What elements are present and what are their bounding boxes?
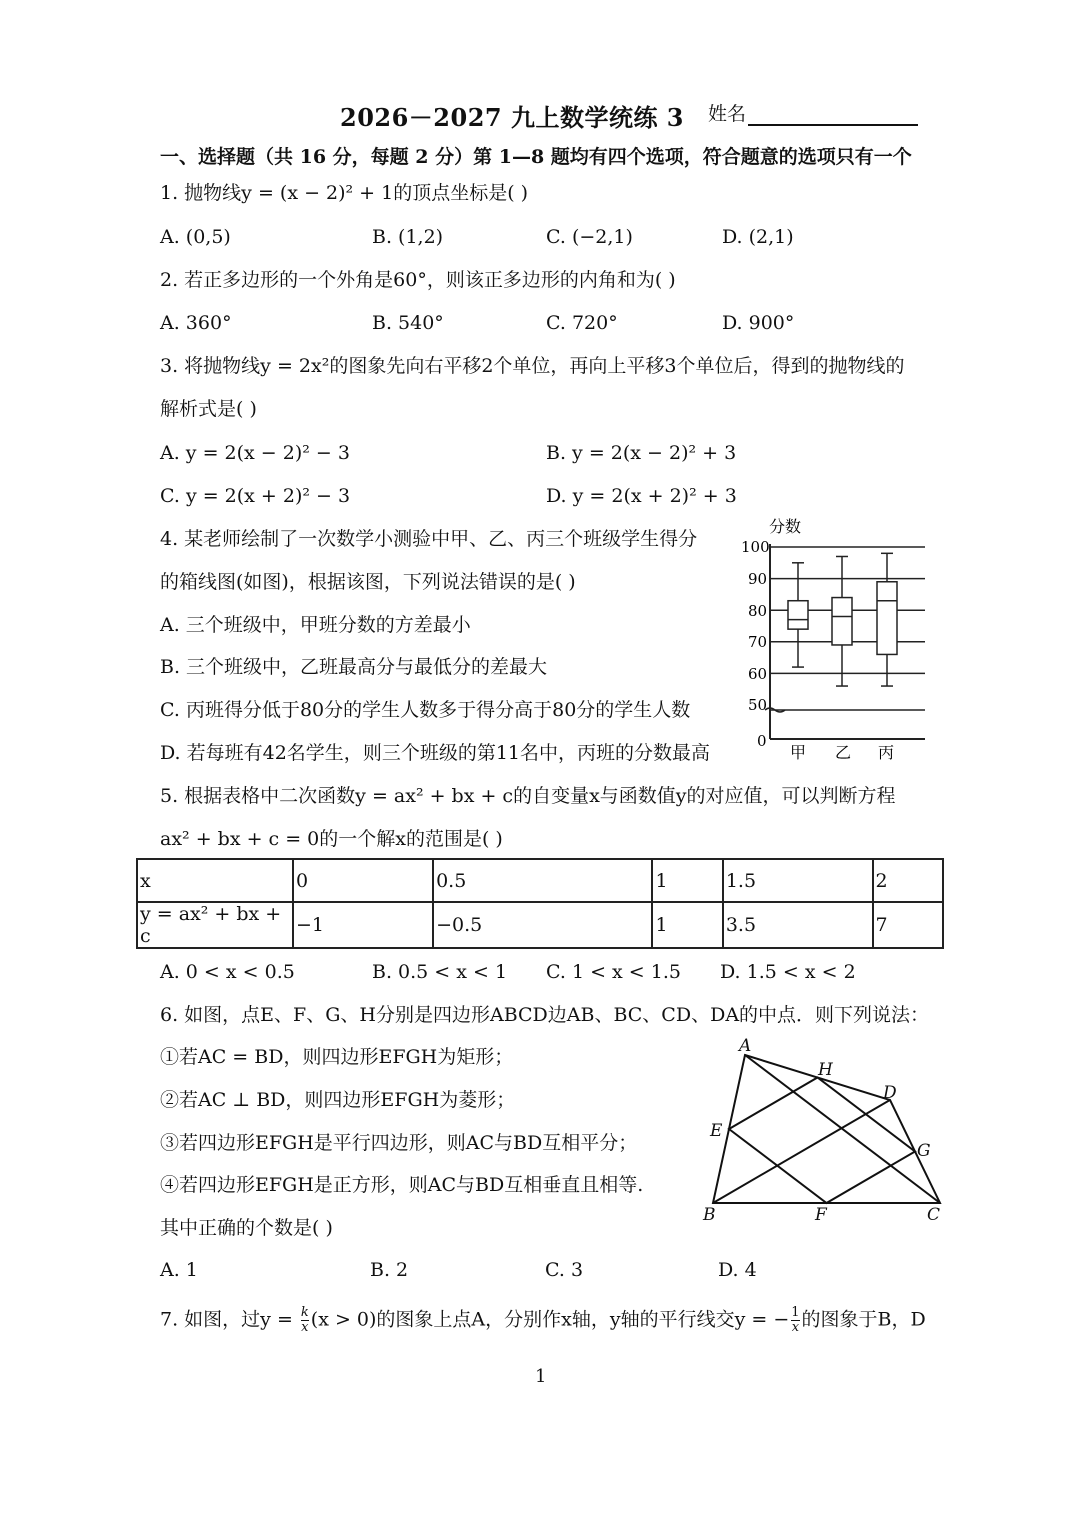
q5-stem-line2: ax² + bx + c = 0的一个解x的范围是( ) [160,828,503,850]
q6-option-b: B. 2 [370,1259,409,1281]
label-g: G [917,1141,931,1161]
table-cell: 7 [873,902,943,948]
table-cell: −0.5 [433,902,652,948]
table-row [137,902,943,948]
y-tick-100: 100 [741,538,770,556]
q1-option-b: B. (1,2) [372,226,444,248]
q5-option-a: A. 0 < x < 0.5 [160,961,295,983]
table-cell: 1 [652,859,722,902]
q4-option-b: B. 三个班级中，乙班最高分与最低分的差最大 [160,656,548,678]
box-iqr [877,582,897,655]
y-tick-90: 90 [748,570,768,588]
label-b: B [703,1205,716,1225]
q7-stem-suffix: 的图象于B，D [801,1308,926,1331]
q3-option-b: B. y = 2(x − 2)² + 3 [546,442,737,464]
q3-stem-line1: 3. 将抛物线y = 2x²的图象先向右平移2个单位，再向上平移3个单位后，得到的抛物线的 [160,355,905,377]
frac1-denominator: x [301,1320,309,1335]
q5-option-b: B. 0.5 < x < 1 [372,961,508,983]
frac1-numerator: k [300,1305,309,1320]
q2-option-a: A. 360° [160,312,232,334]
exam-title: 2026－2027 九上数学统练 3 [340,103,685,132]
y-tick-60: 60 [748,665,768,683]
q3-option-c: C. y = 2(x + 2)² − 3 [160,485,351,507]
name-label: 姓名 [708,103,747,125]
q5-stem-line1: 5. 根据表格中二次函数y = ax² + bx + c的自变量x与函数值y的对应值，可以判断方程 [160,785,896,807]
table-cell: 3.5 [723,902,873,948]
table-cell: 1 [652,902,722,948]
quadrilateral-figure [695,1030,955,1230]
y-tick-0: 0 [757,732,767,750]
q6-option-d: D. 4 [718,1259,757,1281]
label-c: C [927,1205,941,1225]
q4-stem-line1: 4. 某老师绘制了一次数学小测验中甲、乙、丙三个班级学生得分 [160,528,698,550]
y-axis-title: 分数 [769,517,802,536]
q2-option-b: B. 540° [372,312,444,334]
y-tick-80: 80 [748,602,768,620]
diagonal-bd [713,1100,890,1203]
q4-option-d: D. 若每班有42名学生，则三个班级的第11名中，丙班的分数最高 [160,742,710,764]
q5-option-c: C. 1 < x < 1.5 [546,961,681,983]
y-tick-50: 50 [748,696,768,714]
q5-option-d: D. 1.5 < x < 2 [720,961,856,983]
x-label-bing: 丙 [878,743,895,762]
q2-option-c: C. 720° [546,312,618,334]
q2-stem: 2. 若正多边形的一个外角是60°，则该正多边形的内角和为( ) [160,269,676,291]
q4-option-c: C. 丙班得分低于80分的学生人数多于得分高于80分的学生人数 [160,699,691,721]
y-tick-70: 70 [748,633,768,651]
box-iqr [832,598,852,645]
label-f: F [815,1205,827,1225]
q7-stem [160,1306,926,1340]
q6-statement-1: ①若AC = BD，则四边形EFGH为矩形； [160,1046,514,1068]
q3-stem-line2: 解析式是( ) [160,398,257,420]
q1-stem: 1. 抛物线y = (x − 2)² + 1的顶点坐标是( ) [160,182,529,204]
label-h: H [818,1060,833,1080]
q6-statement-4: ④若四边形EFGH是正方形，则AC与BD互相垂直且相等. [160,1174,644,1196]
frac2-numerator: 1 [791,1305,800,1320]
q1-option-a: A. (0,5) [160,226,231,248]
q2-option-d: D. 900° [722,312,795,334]
fraction-1-over-x [791,1306,799,1335]
label-a: A [739,1036,752,1056]
q7-stem-mid: (x > 0)的图象上点A，分别作x轴，y轴的平行线交y = − [310,1308,790,1331]
q6-statement-3: ③若四边形EFGH是平行四边形，则AC与BD互相平分； [160,1132,638,1154]
q1-option-d: D. (2,1) [722,226,794,248]
q6-option-c: C. 3 [545,1259,584,1281]
x-label-jia: 甲 [790,743,807,762]
q7-stem-prefix: 7. 如图，过y = [160,1308,299,1331]
q4-stem-line2: 的箱线图(如图)，根据该图，下列说法错误的是( ) [160,571,576,593]
q4-option-a: A. 三个班级中，甲班分数的方差最小 [160,614,471,636]
name-blank-line[interactable] [748,102,918,126]
label-e: E [710,1121,723,1141]
table-cell: 0 [293,859,433,902]
q6-statement-2: ②若AC ⊥ BD，则四边形EFGH为菱形； [160,1089,516,1111]
name-field[interactable] [708,102,918,126]
section-heading: 一、选择题（共 16 分，每题 2 分）第 1—8 题均有四个选项，符合题意的选项只有一个 [160,146,912,168]
value-table [136,858,944,949]
label-d: D [883,1083,897,1103]
q6-ask: 其中正确的个数是( ) [160,1217,333,1239]
table-row [137,859,943,902]
table-cell: x [137,859,293,902]
box-iqr [788,601,808,629]
diagonal-ac [745,1055,940,1203]
q1-option-c: C. (−2,1) [546,226,633,248]
q6-option-a: A. 1 [160,1259,198,1281]
frac2-denominator: x [791,1320,800,1335]
q3-option-a: A. y = 2(x − 2)² − 3 [160,442,350,464]
table-cell: 1.5 [723,859,873,902]
box-plot-chart [735,512,935,767]
table-cell: 0.5 [433,859,652,902]
q6-stem: 6. 如图，点E、F、G、H分别是四边形ABCD边AB、BC、CD、DA的中点．则下列说法： [160,1004,930,1026]
q3-option-d: D. y = 2(x + 2)² + 3 [546,485,737,507]
table-cell: y = ax² + bx + c [137,902,293,948]
table-cell: 2 [873,859,943,902]
table-cell: −1 [293,902,433,948]
page-number: 1 [535,1366,547,1387]
fraction-k-over-x [301,1306,309,1335]
x-label-yi: 乙 [835,743,852,762]
